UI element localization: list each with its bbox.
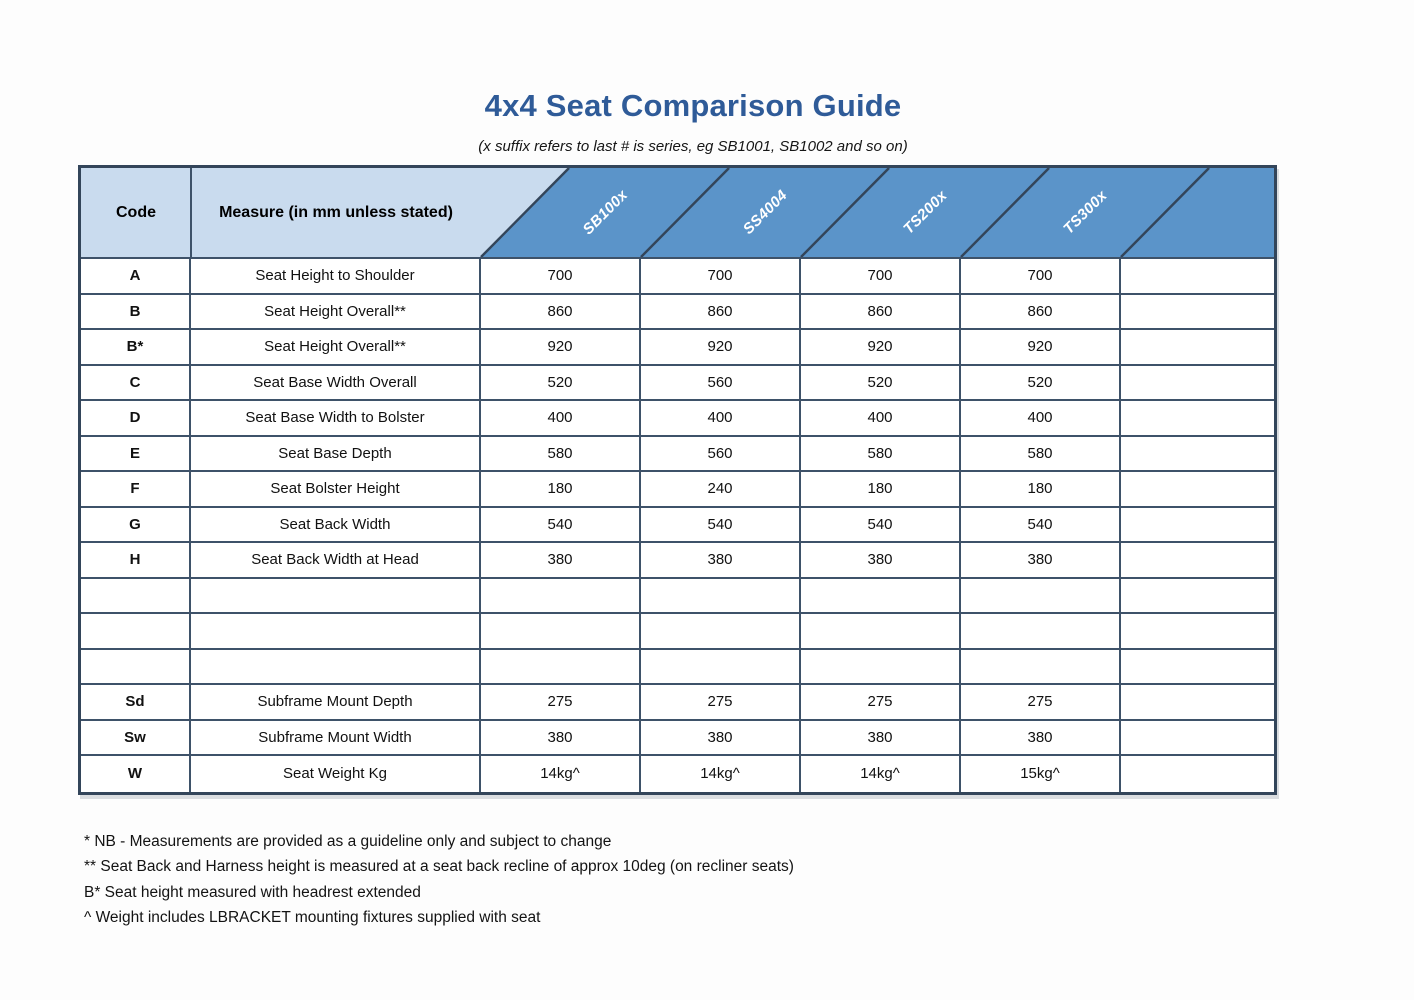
- comparison-table: [78, 165, 1277, 795]
- row-value-cell: 700: [801, 259, 961, 295]
- row-value-cell: 14kg^: [801, 756, 961, 792]
- row-value-cell: 560: [641, 437, 801, 473]
- row-value-cell: 700: [961, 259, 1121, 295]
- row-value-cell: [481, 614, 641, 650]
- row-value-cell: 540: [801, 508, 961, 544]
- row-value-cell: [961, 614, 1121, 650]
- row-value-cell: 380: [641, 721, 801, 757]
- row-empty-cell: [1121, 366, 1274, 402]
- footnote-line: B* Seat height measured with headrest extended: [84, 883, 421, 901]
- row-empty-cell: [1121, 401, 1274, 437]
- row-value-cell: 400: [641, 401, 801, 437]
- row-empty-cell: [1121, 685, 1274, 721]
- row-value-cell: 14kg^: [481, 756, 641, 792]
- row-measure-cell: Subframe Mount Width: [191, 721, 481, 757]
- row-value-cell: 860: [801, 295, 961, 331]
- row-code-cell: E: [81, 437, 191, 473]
- row-code-cell: Sw: [81, 721, 191, 757]
- row-value-cell: 380: [481, 543, 641, 579]
- row-value-cell: 540: [641, 508, 801, 544]
- row-measure-cell: [191, 614, 481, 650]
- row-value-cell: 540: [481, 508, 641, 544]
- row-measure-cell: Seat Base Width Overall: [191, 366, 481, 402]
- row-value-cell: [801, 650, 961, 686]
- row-code-cell: B: [81, 295, 191, 331]
- header-code: Code: [116, 203, 156, 221]
- product-column-label: SB100x: [579, 186, 631, 238]
- row-code-cell: D: [81, 401, 191, 437]
- row-value-cell: 400: [481, 401, 641, 437]
- page-subtitle: (x suffix refers to last # is series, eg SB1001, SB1002 and so on): [478, 138, 908, 155]
- page-title: 4x4 Seat Comparison Guide: [484, 88, 902, 123]
- row-value-cell: 580: [481, 437, 641, 473]
- row-value-cell: 240: [641, 472, 801, 508]
- row-value-cell: 275: [641, 685, 801, 721]
- row-empty-cell: [1121, 437, 1274, 473]
- row-value-cell: 700: [641, 259, 801, 295]
- heading-block: [78, 88, 1308, 155]
- row-measure-cell: [191, 650, 481, 686]
- row-empty-cell: [1121, 756, 1274, 792]
- product-column-label: SS4004: [739, 186, 791, 238]
- row-empty-cell: [1121, 508, 1274, 544]
- row-value-cell: 920: [801, 330, 961, 366]
- row-empty-cell: [1121, 579, 1274, 615]
- header-measure: Measure (in mm unless stated): [219, 203, 453, 221]
- footnote-line: ** Seat Back and Harness height is measured at a seat back recline of approx 10deg (on recliner seats): [84, 858, 794, 876]
- row-value-cell: [481, 650, 641, 686]
- row-value-cell: 520: [961, 366, 1121, 402]
- row-code-cell: F: [81, 472, 191, 508]
- row-value-cell: 580: [961, 437, 1121, 473]
- row-value-cell: 920: [481, 330, 641, 366]
- row-value-cell: [961, 650, 1121, 686]
- row-measure-cell: Seat Base Depth: [191, 437, 481, 473]
- row-value-cell: 380: [641, 543, 801, 579]
- row-value-cell: [641, 579, 801, 615]
- row-value-cell: 520: [481, 366, 641, 402]
- row-value-cell: 380: [481, 721, 641, 757]
- row-measure-cell: Seat Back Width at Head: [191, 543, 481, 579]
- row-empty-cell: [1121, 543, 1274, 579]
- row-measure-cell: Seat Height Overall**: [191, 295, 481, 331]
- row-value-cell: 380: [801, 721, 961, 757]
- row-value-cell: 400: [961, 401, 1121, 437]
- row-value-cell: 275: [961, 685, 1121, 721]
- row-empty-cell: [1121, 472, 1274, 508]
- row-value-cell: [801, 614, 961, 650]
- row-measure-cell: [191, 579, 481, 615]
- row-measure-cell: Seat Height Overall**: [191, 330, 481, 366]
- row-value-cell: 380: [961, 543, 1121, 579]
- row-value-cell: 560: [641, 366, 801, 402]
- row-value-cell: 15kg^: [961, 756, 1121, 792]
- row-value-cell: [801, 579, 961, 615]
- row-value-cell: 180: [961, 472, 1121, 508]
- footnote-line: ^ Weight includes LBRACKET mounting fixtures supplied with seat: [84, 909, 541, 927]
- row-code-cell: C: [81, 366, 191, 402]
- row-code-cell: [81, 614, 191, 650]
- row-value-cell: [641, 650, 801, 686]
- row-code-cell: B*: [81, 330, 191, 366]
- row-value-cell: [481, 579, 641, 615]
- row-empty-cell: [1121, 721, 1274, 757]
- row-empty-cell: [1121, 650, 1274, 686]
- row-measure-cell: Seat Weight Kg: [191, 756, 481, 792]
- row-code-cell: W: [81, 756, 191, 792]
- row-code-cell: [81, 579, 191, 615]
- row-code-cell: [81, 650, 191, 686]
- row-value-cell: 180: [481, 472, 641, 508]
- row-value-cell: 380: [801, 543, 961, 579]
- footnote-line: * NB - Measurements are provided as a guideline only and subject to change: [84, 833, 612, 850]
- row-measure-cell: Subframe Mount Depth: [191, 685, 481, 721]
- row-measure-cell: Seat Back Width: [191, 508, 481, 544]
- row-code-cell: A: [81, 259, 191, 295]
- row-value-cell: 860: [961, 295, 1121, 331]
- row-value-cell: 380: [961, 721, 1121, 757]
- row-value-cell: 920: [641, 330, 801, 366]
- row-value-cell: 540: [961, 508, 1121, 544]
- row-value-cell: 14kg^: [641, 756, 801, 792]
- row-value-cell: [961, 579, 1121, 615]
- row-empty-cell: [1121, 330, 1274, 366]
- row-value-cell: [641, 614, 801, 650]
- row-code-cell: G: [81, 508, 191, 544]
- row-value-cell: 275: [801, 685, 961, 721]
- row-code-cell: H: [81, 543, 191, 579]
- row-value-cell: 860: [481, 295, 641, 331]
- row-value-cell: 520: [801, 366, 961, 402]
- row-measure-cell: Seat Bolster Height: [191, 472, 481, 508]
- row-empty-cell: [1121, 259, 1274, 295]
- row-measure-cell: Seat Height to Shoulder: [191, 259, 481, 295]
- row-value-cell: 275: [481, 685, 641, 721]
- product-column-label: TS200x: [899, 186, 951, 238]
- table-body: [81, 259, 1274, 792]
- row-empty-cell: [1121, 295, 1274, 331]
- footnotes: [84, 829, 1184, 931]
- product-column-label: TS300x: [1059, 186, 1111, 238]
- table-header: [81, 168, 1274, 259]
- row-measure-cell: Seat Base Width to Bolster: [191, 401, 481, 437]
- row-value-cell: 580: [801, 437, 961, 473]
- row-empty-cell: [1121, 614, 1274, 650]
- row-value-cell: 860: [641, 295, 801, 331]
- row-code-cell: Sd: [81, 685, 191, 721]
- row-value-cell: 920: [961, 330, 1121, 366]
- row-value-cell: 180: [801, 472, 961, 508]
- row-value-cell: 700: [481, 259, 641, 295]
- row-value-cell: 400: [801, 401, 961, 437]
